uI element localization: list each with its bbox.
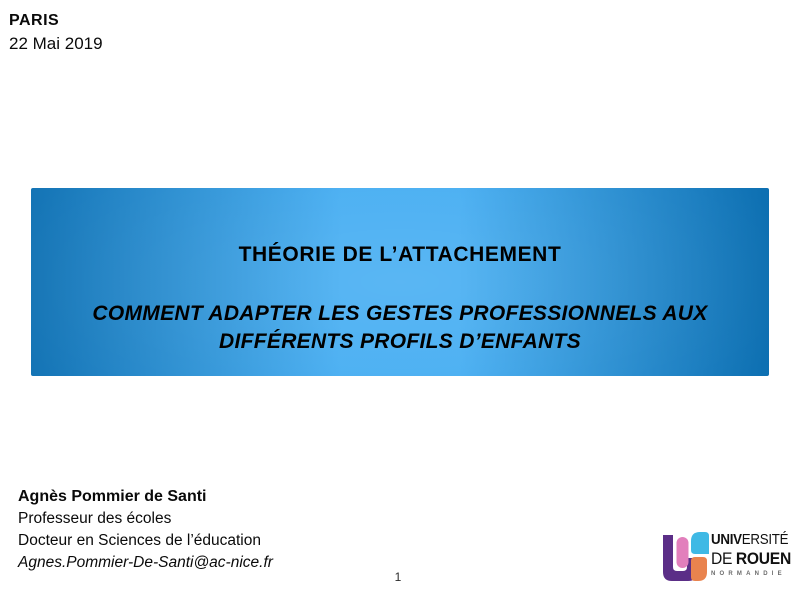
page-number: 1 xyxy=(394,570,402,584)
university-logo xyxy=(658,530,798,588)
slide-title: THÉORIE DE L’ATTACHEMENT xyxy=(238,243,562,266)
title-banner xyxy=(31,188,769,376)
location-label: PARIS xyxy=(9,12,60,29)
logo-rouen: ROUEN xyxy=(735,549,791,568)
date-label: 22 Mai 2019 xyxy=(9,34,103,53)
slide-subtitle-line2: DIFFÉRENTS PROFILS D’ENFANTS xyxy=(219,330,581,353)
author-email: Agnes.Pommier-De-Santi@ac-nice.fr xyxy=(18,554,273,571)
logo-line-universite xyxy=(711,532,791,548)
university-logo-text xyxy=(711,532,798,577)
logo-universite-light: ERSITÉ xyxy=(741,532,789,548)
slide-subtitle-line1: COMMENT ADAPTER LES GESTES PROFESSIONNELS AUX xyxy=(92,302,708,325)
logo-line-de-rouen xyxy=(711,549,791,568)
logo-universite-bold: UNIV xyxy=(711,532,742,548)
author-role-1: Professeur des écoles xyxy=(18,510,172,527)
university-logo-icon xyxy=(658,531,710,585)
logo-line-normandie: NORMANDIE xyxy=(711,571,786,577)
author-block xyxy=(18,486,273,574)
author-role-2: Docteur en Sciences de l’éducation xyxy=(18,532,261,549)
author-name: Agnès Pommier de Santi xyxy=(18,488,207,505)
logo-de: DE xyxy=(711,549,733,568)
slide-subtitle xyxy=(31,300,769,356)
